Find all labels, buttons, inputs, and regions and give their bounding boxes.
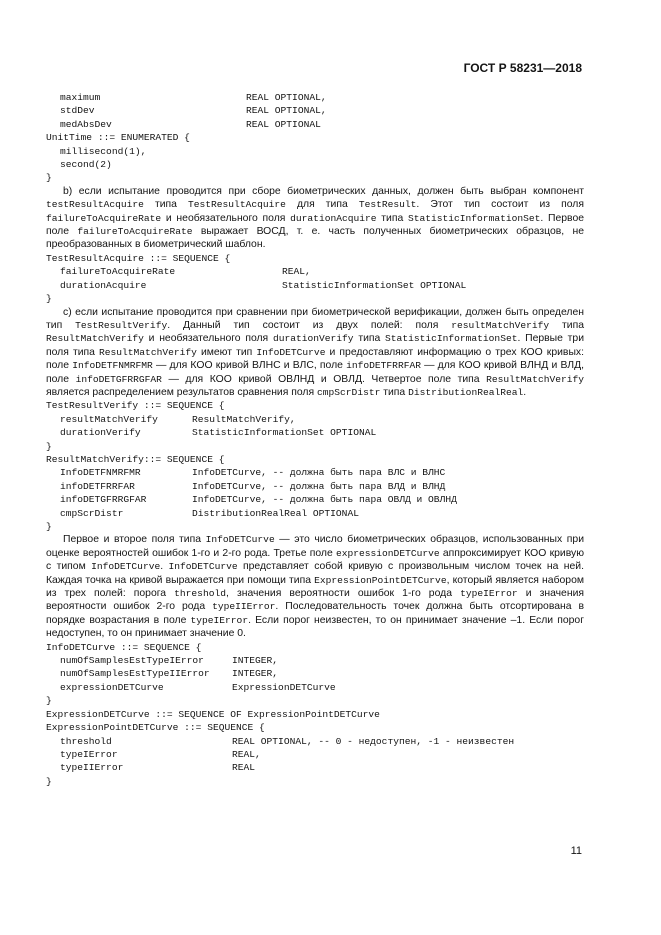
paragraph-c	[46, 306, 584, 400]
text-run: типа	[353, 333, 386, 345]
inline-identifier: TestResultAcquire	[188, 199, 286, 211]
text-run: представляет собой кривую с произвольным числом точек на ней. Каждая точка на кривой выражается при помощи типа	[46, 561, 584, 586]
inline-identifier: TestResultVerify	[75, 319, 168, 331]
code-token: }	[46, 440, 52, 452]
text-run: и значения вероятности ошибок 2-го рода	[46, 588, 584, 613]
text-run: . Последовательность точек должна быть отсортирована в порядке возрастания в поле	[46, 601, 584, 626]
code-token: TestResultVerify ::= SEQUENCE {	[46, 400, 225, 412]
code-type: REAL,	[282, 266, 311, 278]
inline-identifier: resultMatchVerify	[451, 319, 550, 331]
code-type: StatisticInformationSet OPTIONAL	[282, 279, 467, 291]
code-token: resultMatchVerify	[60, 413, 158, 425]
text-run: типа	[549, 319, 584, 331]
inline-identifier: cmpScrDistr	[317, 386, 381, 398]
text-run: , который является набором из трех полей: порога	[46, 574, 584, 600]
text-run: . Первое поле	[46, 212, 585, 238]
code-line	[46, 440, 584, 453]
code-block-1	[46, 91, 584, 185]
text-run: . Этот тип состоит из поля	[416, 199, 584, 211]
code-line	[46, 252, 584, 265]
code-type: ResultMatchVerify,	[192, 413, 296, 425]
text-run: аппроксимирует КОО кривую с типом	[46, 547, 584, 573]
code-line	[46, 641, 584, 654]
code-token: ExpressionDETCurve ::= SEQUENCE OF ExpressionPointDETCurve	[46, 708, 380, 720]
code-token: expressionDETCurve	[60, 681, 164, 693]
code-line	[46, 748, 584, 761]
code-token: infoDETFRRFAR	[60, 480, 135, 492]
text-run: b) если испытание проводится при сборе биометрических данных, должен быть выбран компонент	[63, 185, 584, 197]
code-line	[46, 426, 584, 439]
inline-identifier: InfoDETCurve	[256, 346, 326, 358]
text-run: , значения вероятности ошибок 1-го рода	[225, 588, 461, 600]
inline-identifier: StatisticInformationSet	[407, 212, 541, 224]
code-line	[46, 279, 584, 292]
code-token: failureToAcquireRate	[60, 266, 176, 278]
inline-identifier: ResultMatchVerify	[46, 333, 144, 345]
text-run: — это число биометрических образцов, использованных при оценке вероятностей ошибок 1-го и 2-го рода. Третье поле	[46, 534, 585, 559]
inline-identifier: InfoDETCurve	[91, 561, 161, 573]
inline-identifier: typeIError	[190, 614, 249, 626]
code-token: typeIIError	[60, 762, 124, 774]
inline-identifier: InfoDETCurve	[168, 561, 238, 573]
code-token: }	[46, 293, 52, 305]
code-type: StatisticInformationSet OPTIONAL	[192, 427, 377, 439]
inline-identifier: infoDETGFRRGFAR	[75, 373, 162, 385]
code-token: InfoDETCurve ::= SEQUENCE {	[46, 641, 202, 653]
code-type: REAL OPTIONAL, -- 0 - недоступен, -1 - неизвестен	[232, 735, 515, 747]
code-block-3	[46, 399, 584, 533]
inline-identifier: ResultMatchVerify	[99, 346, 197, 358]
code-line	[46, 466, 584, 479]
code-line	[46, 413, 584, 426]
text-run: типа	[376, 212, 408, 224]
code-token: TestResultAcquire ::= SEQUENCE {	[46, 252, 231, 264]
code-line	[46, 654, 584, 667]
code-token: InfoDETFNMRFMR	[60, 467, 141, 479]
code-token: infoDETGFRRGFAR	[60, 494, 147, 506]
code-token: numOfSamplesEstTypeIError	[60, 655, 204, 667]
code-token: typeIError	[60, 748, 118, 760]
text-run: с) если испытание проводится при сравнении при биометрической верификации, должен быть определен тип	[46, 306, 584, 331]
paragraph-b	[46, 185, 584, 252]
text-run: . Если порог неизвестен, то он принимает значение –1. Если порог недоступен, то он принимает значение 0.	[46, 614, 584, 640]
code-line	[46, 735, 584, 748]
code-type: DistributionRealReal OPTIONAL	[192, 507, 359, 519]
inline-identifier: failureToAcquireRate	[77, 226, 193, 238]
code-token: ExpressionPointDETCurve ::= SEQUENCE {	[46, 722, 265, 734]
code-token: }	[46, 775, 52, 787]
text-run: для типа	[285, 199, 359, 211]
text-run: и предоставляют информацию о трех КОО кривых: поле	[46, 346, 585, 372]
code-line	[46, 761, 584, 774]
code-line	[46, 399, 584, 412]
inline-identifier: StatisticInformationSet	[385, 333, 518, 345]
code-line	[46, 520, 584, 533]
code-token: millisecond(1),	[60, 145, 147, 157]
inline-identifier: TestResult	[358, 199, 417, 211]
code-token: threshold	[60, 735, 112, 747]
code-line	[46, 493, 584, 506]
inline-identifier: DistributionRealReal	[408, 386, 524, 398]
text-run: . Первые три поля типа	[46, 333, 585, 358]
text-run: и необязательного поля	[143, 333, 273, 345]
code-token: stdDev	[60, 105, 95, 117]
inline-identifier: ResultMatchVerify	[486, 373, 584, 385]
code-token: maximum	[60, 92, 101, 103]
code-line	[46, 171, 584, 184]
text-run: — для КОО кривой ВЛНС и ВЛС, поле	[152, 360, 347, 372]
code-line	[46, 118, 584, 131]
code-line	[46, 667, 584, 680]
code-type: INTEGER,	[232, 655, 279, 667]
text-run: является распределением результатов сравнения поля	[46, 386, 318, 398]
code-type: InfoDETCurve, -- должна быть пара ВЛД и ВЛНД	[192, 480, 446, 492]
code-token: medAbsDev	[60, 118, 112, 130]
page-content	[46, 91, 584, 788]
inline-identifier: durationVerify	[272, 333, 354, 345]
text-run: .	[160, 561, 169, 573]
paragraph-d	[46, 533, 584, 640]
code-line	[46, 480, 584, 493]
inline-identifier: typeIIError	[212, 601, 276, 613]
code-line	[46, 694, 584, 707]
code-token: UnitTime ::= ENUMERATED {	[46, 132, 190, 144]
text-run: выражает ВОСД, т. е. часть полученных биометрических образцов, не преобразованных в биометрический шаблон.	[46, 226, 584, 251]
inline-identifier: threshold	[174, 588, 226, 600]
code-line	[46, 91, 584, 104]
inline-identifier: typeIError	[460, 588, 518, 600]
inline-identifier: infoDETFRRFAR	[346, 360, 421, 372]
code-type: REAL OPTIONAL,	[246, 105, 327, 117]
text-run: типа	[380, 386, 409, 398]
inline-identifier: expressionDETCurve	[335, 547, 440, 559]
code-line	[46, 681, 584, 694]
code-line	[46, 131, 584, 144]
code-line	[46, 721, 584, 734]
code-line	[46, 453, 584, 466]
text-run: имеют тип	[196, 346, 257, 358]
inline-identifier: durationAcquire	[290, 212, 377, 224]
standard-header: ГОСТ Р 58231—2018	[463, 61, 582, 75]
code-type: InfoDETCurve, -- должна быть пара ВЛС и ВЛНС	[192, 467, 446, 479]
inline-identifier: ExpressionPointDETCurve	[314, 574, 447, 586]
page-number: 11	[570, 845, 582, 857]
code-token: numOfSamplesEstTypeIIError	[60, 668, 210, 680]
code-line	[46, 145, 584, 158]
code-type: INTEGER,	[232, 668, 279, 680]
text-run: . Данный тип состоит из двух полей: поля	[167, 319, 452, 331]
text-run: и необязательного поля	[161, 212, 291, 224]
inline-identifier: testResultAcquire	[46, 199, 144, 211]
code-line	[46, 265, 584, 278]
code-line	[46, 292, 584, 305]
inline-identifier: InfoDETCurve	[205, 534, 275, 546]
text-run: Первое и второе поля типа	[63, 534, 206, 546]
code-line	[46, 775, 584, 788]
code-token: }	[46, 695, 52, 707]
code-line	[46, 507, 584, 520]
text-run: типа	[143, 199, 188, 211]
text-run: — для КОО кривой ОВЛНД и ОВЛД. Четвертое поле типа	[161, 373, 487, 385]
code-token: second(2)	[60, 159, 112, 171]
text-run: .	[523, 386, 527, 398]
code-type: REAL,	[232, 748, 261, 760]
text-run: — для КОО кривой ВЛНД и ВЛД, поле	[46, 360, 585, 385]
code-token: cmpScrDistr	[60, 507, 124, 519]
code-type: REAL	[232, 762, 256, 774]
code-token: durationVerify	[60, 427, 141, 439]
code-token: ResultMatchVerify::= SEQUENCE {	[46, 453, 225, 465]
code-token: }	[46, 172, 52, 184]
code-token: durationAcquire	[60, 279, 147, 291]
code-block-4	[46, 641, 584, 788]
inline-identifier: InfoDETFNMRFMR	[72, 360, 153, 372]
code-block-2	[46, 252, 584, 306]
code-line	[46, 104, 584, 117]
code-line	[46, 158, 584, 171]
code-type: REAL OPTIONAL	[246, 118, 321, 130]
code-token: }	[46, 521, 52, 532]
code-type: InfoDETCurve, -- должна быть пара ОВЛД и ОВЛНД	[192, 494, 457, 506]
code-type: REAL OPTIONAL,	[246, 92, 327, 103]
inline-identifier: failureToAcquireRate	[46, 212, 162, 224]
code-line	[46, 708, 584, 721]
code-type: ExpressionDETCurve	[232, 681, 336, 693]
